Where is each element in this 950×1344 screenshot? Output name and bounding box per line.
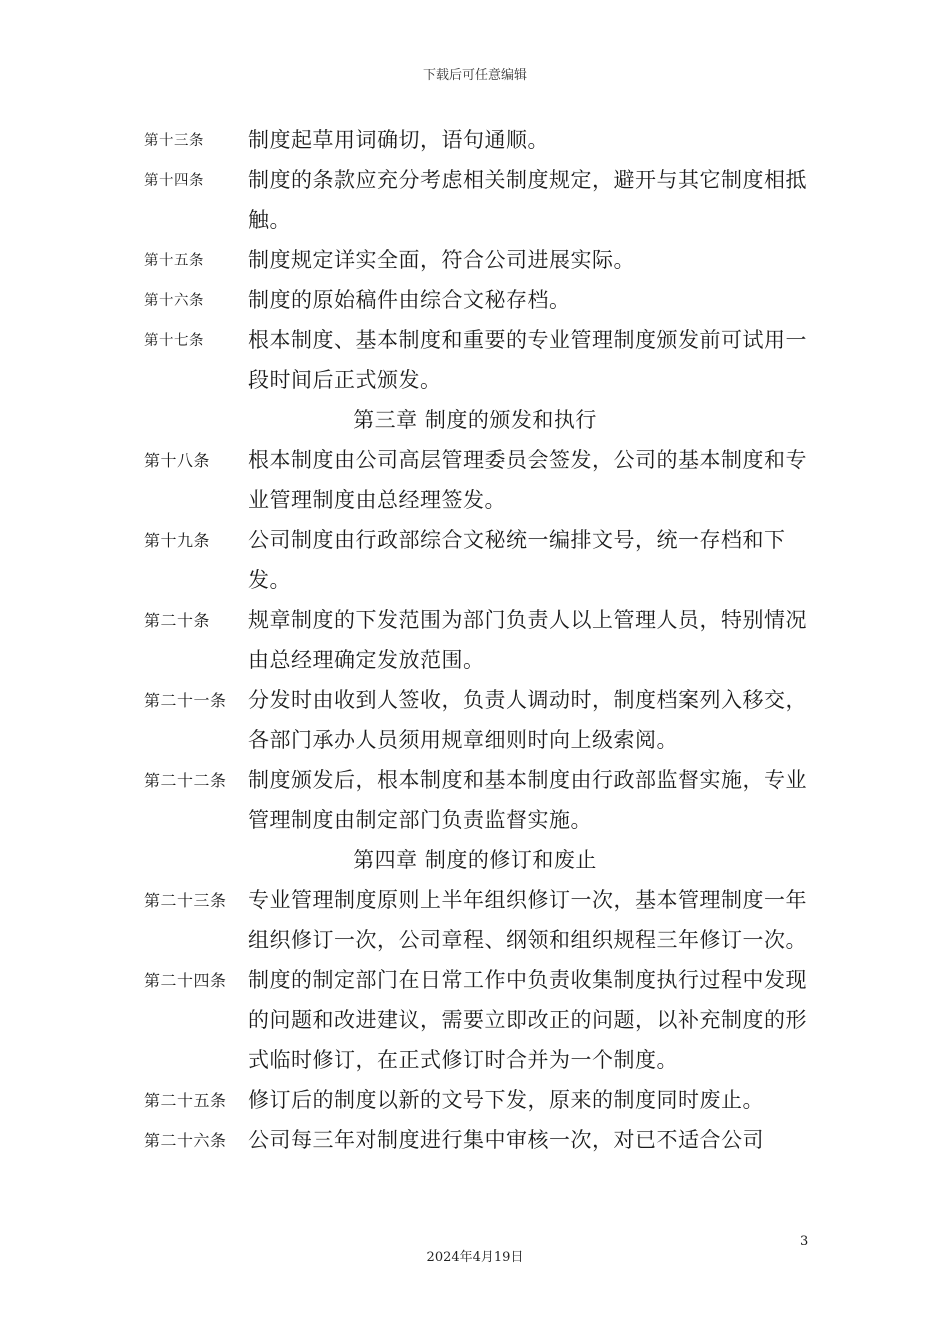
page-header: 下载后可任意编辑 (422, 68, 527, 83)
article-number: 第二十三条 (144, 891, 227, 910)
chapter-heading: 第四章 制度的修订和废止 (353, 848, 597, 872)
article-number: 第十八条 (144, 451, 211, 470)
article-number: 第二十五条 (144, 1091, 227, 1110)
article-text: 公司每三年对制度进行集中审核一次，对已不适合公司 (248, 1128, 764, 1152)
article-text: 规章制度的下发范围为部门负责人以上管理人员，特别情况由总经理确定发放范围。 (248, 608, 807, 672)
article-item (144, 320, 810, 400)
article-item (144, 960, 810, 1080)
page-number: 3 (800, 1234, 809, 1249)
article-item (144, 880, 810, 960)
article-item (144, 600, 810, 680)
article-item (144, 240, 810, 280)
article-item (144, 120, 810, 160)
article-number: 第二十六条 (144, 1131, 227, 1150)
article-item (144, 1120, 810, 1160)
article-text: 修订后的制度以新的文号下发，原来的制度同时废止。 (248, 1088, 764, 1112)
article-text: 制度的条款应充分考虑相关制度规定，避开与其它制度相抵触。 (248, 168, 807, 232)
article-text: 制度的原始稿件由综合文秘存档。 (248, 288, 571, 312)
article-number: 第十九条 (144, 531, 211, 550)
article-text: 分发时由收到人签收，负责人调动时，制度档案列入移交，各部门承办人员须用规章细则时向上级索阅。 (248, 688, 807, 752)
article-item (144, 680, 810, 760)
article-number: 第二十条 (144, 611, 211, 630)
article-number: 第十七条 (144, 333, 204, 349)
article-item (144, 760, 810, 840)
article-text: 制度规定详实全面，符合公司进展实际。 (248, 248, 635, 272)
chapter-heading: 第三章 制度的颁发和执行 (353, 408, 597, 432)
article-number: 第二十一条 (144, 691, 227, 710)
page-footer-date: 2024年4月19日 (426, 1250, 524, 1265)
article-number: 第十六条 (144, 293, 204, 309)
article-text: 专业管理制度原则上半年组织修订一次，基本管理制度一年组织修订一次，公司章程、纲领和组织规程三年修订一次。 (248, 888, 807, 952)
article-text: 制度起草用词确切，语句通顺。 (248, 128, 549, 152)
article-text: 制度的制定部门在日常工作中负责收集制度执行过程中发现的问题和改进建议，需要立即改正的问题，以补充制度的形式临时修订，在正式修订时合并为一个制度。 (248, 968, 807, 1072)
article-number: 第十五条 (144, 253, 204, 269)
article-item (144, 1080, 810, 1120)
article-number: 第十三条 (144, 133, 204, 149)
article-item (144, 160, 810, 240)
article-item (144, 280, 810, 320)
article-text: 公司制度由行政部综合文秘统一编排文号，统一存档和下发。 (248, 528, 786, 592)
article-item (144, 440, 810, 520)
article-number: 第二十四条 (144, 971, 227, 990)
document-body (0, 120, 950, 1160)
article-item (144, 520, 810, 600)
article-text: 根本制度由公司高层管理委员会签发，公司的基本制度和专业管理制度由总经理签发。 (248, 448, 807, 512)
article-text: 根本制度、基本制度和重要的专业管理制度颁发前可试用一段时间后正式颁发。 (248, 328, 807, 392)
article-number: 第十四条 (144, 173, 204, 189)
article-text: 制度颁发后，根本制度和基本制度由行政部监督实施，专业管理制度由制定部门负责监督实施。 (248, 768, 807, 832)
article-number: 第二十二条 (144, 771, 227, 790)
